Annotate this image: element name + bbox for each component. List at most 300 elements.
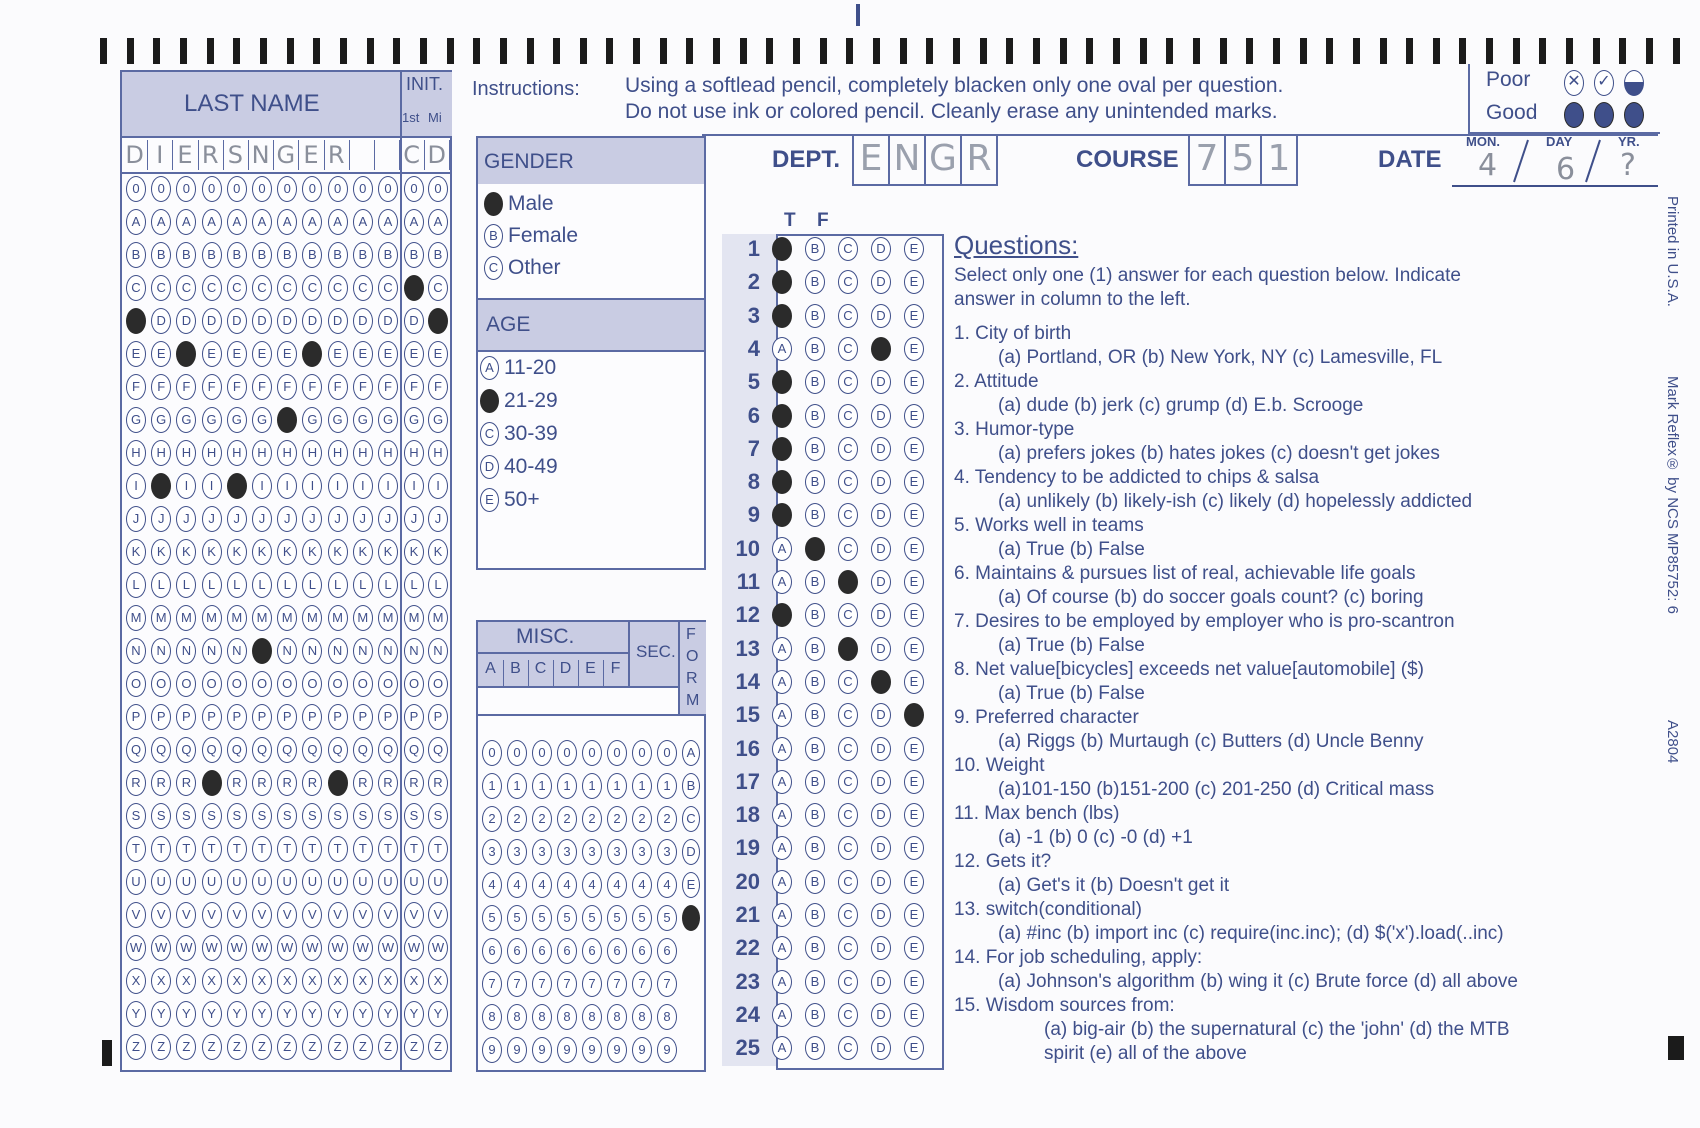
name-bubble-r[interactable]: R	[378, 770, 398, 796]
name-bubble-r[interactable]: R	[353, 770, 373, 796]
answer-bubble-d[interactable]: D	[871, 903, 891, 927]
misc-bubble-1[interactable]: 1	[632, 773, 652, 799]
misc-bubble-3[interactable]: 3	[582, 839, 602, 865]
answer-bubble-b[interactable]: B	[805, 304, 825, 328]
name-bubble-n[interactable]: N	[202, 638, 222, 664]
name-bubble-v[interactable]: V	[328, 902, 348, 928]
name-bubble-z[interactable]: Z	[428, 1034, 448, 1060]
name-bubble-e[interactable]	[176, 341, 196, 367]
name-bubble-z[interactable]: Z	[202, 1034, 222, 1060]
answer-bubble-a[interactable]: A	[772, 870, 792, 894]
misc-bubble-1[interactable]: 1	[657, 773, 677, 799]
name-bubble-n[interactable]: N	[428, 638, 448, 664]
name-bubble-i[interactable]: I	[252, 473, 272, 499]
name-bubble-p[interactable]: P	[176, 704, 196, 730]
name-bubble-m[interactable]: M	[328, 605, 348, 631]
misc-bubble-3[interactable]: 3	[607, 839, 627, 865]
name-bubble-u[interactable]: U	[227, 869, 247, 895]
name-bubble-k[interactable]: K	[353, 539, 373, 565]
name-bubble-k[interactable]: K	[302, 539, 322, 565]
name-bubble-e[interactable]: E	[428, 341, 448, 367]
answer-bubble-a[interactable]: A	[772, 970, 792, 994]
answer-bubble-c[interactable]: C	[838, 703, 858, 727]
name-bubble-f[interactable]: F	[353, 374, 373, 400]
misc-bubble-9[interactable]: 9	[532, 1037, 552, 1063]
misc-bubble-7[interactable]: 7	[532, 971, 552, 997]
answer-bubble-e[interactable]: E	[904, 404, 924, 428]
name-bubble-u[interactable]: U	[404, 869, 424, 895]
misc-bubble-5[interactable]: 5	[557, 905, 577, 931]
answer-bubble-a[interactable]	[772, 370, 792, 394]
name-bubble-j[interactable]: J	[404, 506, 424, 532]
answer-bubble-e[interactable]: E	[904, 603, 924, 627]
misc-bubble-2[interactable]: 2	[582, 806, 602, 832]
name-bubble-c[interactable]: C	[353, 275, 373, 301]
misc-bubble-7[interactable]: 7	[582, 971, 602, 997]
answer-bubble-e[interactable]: E	[904, 737, 924, 761]
name-bubble-0[interactable]: 0	[126, 176, 146, 202]
name-bubble-a[interactable]: A	[328, 209, 348, 235]
name-bubble-0[interactable]: 0	[328, 176, 348, 202]
answer-bubble-c[interactable]: C	[838, 304, 858, 328]
name-bubble-k[interactable]: K	[227, 539, 247, 565]
answer-bubble-c[interactable]: C	[838, 603, 858, 627]
name-bubble-s[interactable]: S	[202, 803, 222, 829]
name-bubble-a[interactable]: A	[428, 209, 448, 235]
name-bubble-t[interactable]: T	[378, 836, 398, 862]
name-bubble-m[interactable]: M	[227, 605, 247, 631]
name-bubble-y[interactable]: Y	[353, 1001, 373, 1027]
name-bubble-s[interactable]: S	[227, 803, 247, 829]
answer-bubble-c[interactable]: C	[838, 836, 858, 860]
name-bubble-u[interactable]: U	[126, 869, 146, 895]
misc-bubble-0[interactable]: 0	[607, 740, 627, 766]
name-bubble-v[interactable]: V	[252, 902, 272, 928]
name-bubble-g[interactable]: G	[176, 407, 196, 433]
name-bubble-r[interactable]: R	[428, 770, 448, 796]
answer-bubble-a[interactable]	[772, 404, 792, 428]
name-bubble-0[interactable]: 0	[353, 176, 373, 202]
name-bubble-y[interactable]: Y	[227, 1001, 247, 1027]
name-bubble-m[interactable]: M	[126, 605, 146, 631]
name-bubble-z[interactable]: Z	[328, 1034, 348, 1060]
answer-bubble-d[interactable]: D	[871, 470, 891, 494]
name-letter-box[interactable]: E	[172, 140, 198, 170]
name-bubble-n[interactable]: N	[126, 638, 146, 664]
name-bubble-g[interactable]: G	[126, 407, 146, 433]
name-bubble-v[interactable]: V	[202, 902, 222, 928]
name-bubble-e[interactable]: E	[277, 341, 297, 367]
name-bubble-u[interactable]: U	[302, 869, 322, 895]
name-bubble-b[interactable]: B	[378, 242, 398, 268]
name-bubble-d[interactable]	[428, 308, 448, 334]
name-bubble-p[interactable]: P	[353, 704, 373, 730]
name-bubble-m[interactable]: M	[277, 605, 297, 631]
answer-bubble-b[interactable]: B	[805, 237, 825, 261]
name-bubble-q[interactable]: Q	[151, 737, 171, 763]
answer-bubble-c[interactable]: C	[838, 770, 858, 794]
name-bubble-w[interactable]: W	[378, 935, 398, 961]
answer-bubble-d[interactable]: D	[871, 637, 891, 661]
name-bubble-b[interactable]: B	[404, 242, 424, 268]
name-bubble-e[interactable]: E	[404, 341, 424, 367]
name-bubble-d[interactable]: D	[202, 308, 222, 334]
answer-bubble-b[interactable]: B	[805, 270, 825, 294]
misc-bubble-5[interactable]: 5	[482, 905, 502, 931]
name-bubble-y[interactable]: Y	[302, 1001, 322, 1027]
age-bubble[interactable]: E	[480, 488, 499, 512]
name-bubble-w[interactable]: W	[404, 935, 424, 961]
answer-bubble-c[interactable]: C	[838, 737, 858, 761]
name-bubble-o[interactable]: O	[404, 671, 424, 697]
name-bubble-q[interactable]: Q	[176, 737, 196, 763]
misc-bubble-5[interactable]: 5	[607, 905, 627, 931]
name-bubble-l[interactable]: L	[227, 572, 247, 598]
answer-bubble-c[interactable]	[838, 637, 858, 661]
misc-bubble-8[interactable]: 8	[482, 1004, 502, 1030]
name-bubble-w[interactable]: W	[176, 935, 196, 961]
misc-bubble-1[interactable]: 1	[507, 773, 527, 799]
name-bubble-s[interactable]: S	[353, 803, 373, 829]
answer-bubble-d[interactable]	[871, 337, 891, 361]
name-bubble-c[interactable]: C	[126, 275, 146, 301]
misc-bubble-8[interactable]: 8	[532, 1004, 552, 1030]
name-bubble-k[interactable]: K	[126, 539, 146, 565]
answer-bubble-b[interactable]: B	[805, 603, 825, 627]
name-bubble-p[interactable]: P	[151, 704, 171, 730]
name-bubble-0[interactable]: 0	[378, 176, 398, 202]
name-bubble-q[interactable]: Q	[353, 737, 373, 763]
name-bubble-u[interactable]: U	[353, 869, 373, 895]
name-bubble-b[interactable]: B	[227, 242, 247, 268]
answer-bubble-e[interactable]: E	[904, 1036, 924, 1060]
misc-bubble-5[interactable]: 5	[632, 905, 652, 931]
name-bubble-j[interactable]: J	[202, 506, 222, 532]
answer-bubble-d[interactable]: D	[871, 703, 891, 727]
name-bubble-f[interactable]: F	[428, 374, 448, 400]
name-letter-box[interactable]: R	[198, 140, 224, 170]
name-letter-box[interactable]	[374, 140, 400, 170]
misc-bubble-2[interactable]: 2	[557, 806, 577, 832]
name-bubble-h[interactable]: H	[302, 440, 322, 466]
answer-bubble-e[interactable]: E	[904, 770, 924, 794]
name-bubble-i[interactable]: I	[404, 473, 424, 499]
name-bubble-b[interactable]: B	[353, 242, 373, 268]
name-bubble-r[interactable]	[202, 770, 222, 796]
form-bubble[interactable]	[682, 905, 700, 931]
name-bubble-c[interactable]: C	[151, 275, 171, 301]
name-bubble-p[interactable]: P	[252, 704, 272, 730]
name-bubble-p[interactable]: P	[302, 704, 322, 730]
answer-bubble-a[interactable]	[772, 304, 792, 328]
answer-bubble-d[interactable]: D	[871, 603, 891, 627]
name-bubble-k[interactable]: K	[378, 539, 398, 565]
answer-bubble-a[interactable]	[772, 603, 792, 627]
gender-option-male[interactable]	[484, 192, 554, 216]
answer-bubble-b[interactable]	[805, 537, 825, 561]
misc-bubble-9[interactable]: 9	[482, 1037, 502, 1063]
name-bubble-a[interactable]: A	[151, 209, 171, 235]
answer-bubble-a[interactable]: A	[772, 770, 792, 794]
misc-bubble-3[interactable]: 3	[557, 839, 577, 865]
name-bubble-j[interactable]: J	[176, 506, 196, 532]
name-bubble-x[interactable]: X	[353, 968, 373, 994]
name-letter-box[interactable]: D	[424, 140, 450, 170]
answer-bubble-b[interactable]: B	[805, 404, 825, 428]
name-bubble-v[interactable]: V	[353, 902, 373, 928]
name-bubble-p[interactable]: P	[404, 704, 424, 730]
name-bubble-e[interactable]: E	[126, 341, 146, 367]
answer-bubble-e[interactable]: E	[904, 670, 924, 694]
name-bubble-g[interactable]: G	[328, 407, 348, 433]
name-bubble-t[interactable]: T	[126, 836, 146, 862]
name-letter-box[interactable]: G	[273, 140, 299, 170]
name-bubble-p[interactable]: P	[378, 704, 398, 730]
misc-bubble-8[interactable]: 8	[557, 1004, 577, 1030]
name-bubble-d[interactable]: D	[328, 308, 348, 334]
misc-bubble-7[interactable]: 7	[482, 971, 502, 997]
misc-bubble-2[interactable]: 2	[632, 806, 652, 832]
name-bubble-n[interactable]: N	[353, 638, 373, 664]
name-bubble-s[interactable]: S	[126, 803, 146, 829]
name-bubble-x[interactable]: X	[277, 968, 297, 994]
name-bubble-l[interactable]: L	[328, 572, 348, 598]
answer-bubble-b[interactable]: B	[805, 337, 825, 361]
name-bubble-e[interactable]: E	[202, 341, 222, 367]
name-bubble-a[interactable]: A	[126, 209, 146, 235]
name-bubble-k[interactable]: K	[202, 539, 222, 565]
misc-bubble-3[interactable]: 3	[507, 839, 527, 865]
name-bubble-g[interactable]: G	[428, 407, 448, 433]
name-bubble-g[interactable]: G	[151, 407, 171, 433]
misc-bubble-1[interactable]: 1	[482, 773, 502, 799]
name-bubble-n[interactable]: N	[404, 638, 424, 664]
name-bubble-r[interactable]: R	[277, 770, 297, 796]
name-bubble-h[interactable]: H	[353, 440, 373, 466]
answer-bubble-c[interactable]: C	[838, 370, 858, 394]
name-bubble-d[interactable]: D	[404, 308, 424, 334]
name-bubble-t[interactable]: T	[302, 836, 322, 862]
answer-bubble-b[interactable]: B	[805, 703, 825, 727]
misc-bubble-5[interactable]: 5	[657, 905, 677, 931]
name-bubble-t[interactable]: T	[151, 836, 171, 862]
course-box[interactable]: 7	[1190, 136, 1226, 184]
answer-bubble-c[interactable]: C	[838, 803, 858, 827]
answer-bubble-c[interactable]: C	[838, 503, 858, 527]
name-bubble-v[interactable]: V	[176, 902, 196, 928]
answer-bubble-b[interactable]: B	[805, 737, 825, 761]
name-bubble-d[interactable]: D	[378, 308, 398, 334]
answer-bubble-a[interactable]: A	[772, 537, 792, 561]
answer-bubble-a[interactable]	[772, 503, 792, 527]
dept-box[interactable]: R	[966, 138, 992, 179]
name-bubble-k[interactable]: K	[404, 539, 424, 565]
name-bubble-w[interactable]: W	[202, 935, 222, 961]
name-bubble-s[interactable]: S	[428, 803, 448, 829]
name-bubble-j[interactable]: J	[252, 506, 272, 532]
name-bubble-p[interactable]: P	[328, 704, 348, 730]
name-bubble-i[interactable]: I	[302, 473, 322, 499]
gender-bubble[interactable]	[484, 192, 503, 216]
name-bubble-c[interactable]: C	[328, 275, 348, 301]
name-bubble-h[interactable]: H	[404, 440, 424, 466]
answer-bubble-d[interactable]: D	[871, 503, 891, 527]
name-bubble-q[interactable]: Q	[302, 737, 322, 763]
name-bubble-g[interactable]: G	[353, 407, 373, 433]
name-bubble-t[interactable]: T	[404, 836, 424, 862]
answer-bubble-a[interactable]: A	[772, 337, 792, 361]
name-bubble-h[interactable]: H	[227, 440, 247, 466]
name-bubble-s[interactable]: S	[277, 803, 297, 829]
name-bubble-i[interactable]: I	[378, 473, 398, 499]
answer-bubble-c[interactable]: C	[838, 870, 858, 894]
answer-bubble-e[interactable]: E	[904, 503, 924, 527]
name-bubble-p[interactable]: P	[277, 704, 297, 730]
name-bubble-h[interactable]: H	[151, 440, 171, 466]
name-bubble-b[interactable]: B	[151, 242, 171, 268]
answer-bubble-a[interactable]: A	[772, 703, 792, 727]
name-bubble-m[interactable]: M	[151, 605, 171, 631]
name-bubble-w[interactable]: W	[302, 935, 322, 961]
name-bubble-x[interactable]: X	[428, 968, 448, 994]
name-bubble-0[interactable]: 0	[202, 176, 222, 202]
name-bubble-c[interactable]: C	[252, 275, 272, 301]
age-option-40-49[interactable]	[480, 455, 558, 479]
name-letter-box[interactable]: C	[399, 140, 425, 170]
name-bubble-g[interactable]: G	[302, 407, 322, 433]
name-bubble-w[interactable]: W	[277, 935, 297, 961]
answer-bubble-e[interactable]: E	[904, 304, 924, 328]
name-bubble-s[interactable]: S	[176, 803, 196, 829]
name-bubble-l[interactable]: L	[428, 572, 448, 598]
answer-bubble-d[interactable]: D	[871, 270, 891, 294]
name-bubble-g[interactable]: G	[252, 407, 272, 433]
name-bubble-m[interactable]: M	[428, 605, 448, 631]
name-bubble-e[interactable]: E	[151, 341, 171, 367]
answer-bubble-b[interactable]: B	[805, 503, 825, 527]
misc-bubble-9[interactable]: 9	[557, 1037, 577, 1063]
name-letter-box[interactable]: N	[248, 140, 274, 170]
answer-bubble-d[interactable]: D	[871, 237, 891, 261]
name-bubble-x[interactable]: X	[227, 968, 247, 994]
name-bubble-l[interactable]: L	[404, 572, 424, 598]
name-bubble-l[interactable]: L	[151, 572, 171, 598]
name-bubble-r[interactable]: R	[252, 770, 272, 796]
name-bubble-q[interactable]: Q	[328, 737, 348, 763]
name-bubble-x[interactable]: X	[252, 968, 272, 994]
name-bubble-d[interactable]: D	[353, 308, 373, 334]
answer-bubble-d[interactable]: D	[871, 437, 891, 461]
answer-bubble-c[interactable]: C	[838, 537, 858, 561]
misc-bubble-3[interactable]: 3	[632, 839, 652, 865]
misc-bubble-9[interactable]: 9	[607, 1037, 627, 1063]
misc-bubble-7[interactable]: 7	[557, 971, 577, 997]
name-bubble-r[interactable]: R	[302, 770, 322, 796]
course-field[interactable]	[1188, 134, 1298, 186]
name-bubble-y[interactable]: Y	[277, 1001, 297, 1027]
name-bubble-i[interactable]: I	[176, 473, 196, 499]
name-bubble-a[interactable]: A	[277, 209, 297, 235]
name-bubble-z[interactable]: Z	[126, 1034, 146, 1060]
name-bubble-q[interactable]: Q	[202, 737, 222, 763]
name-bubble-p[interactable]: P	[202, 704, 222, 730]
name-bubble-l[interactable]: L	[302, 572, 322, 598]
course-box[interactable]: 1	[1267, 138, 1291, 179]
answer-bubble-a[interactable]: A	[772, 570, 792, 594]
answer-bubble-a[interactable]: A	[772, 670, 792, 694]
misc-bubble-0[interactable]: 0	[557, 740, 577, 766]
name-bubble-w[interactable]: W	[227, 935, 247, 961]
name-bubble-0[interactable]: 0	[252, 176, 272, 202]
misc-bubble-4[interactable]: 4	[657, 872, 677, 898]
answer-bubble-e[interactable]: E	[904, 570, 924, 594]
misc-bubble-8[interactable]: 8	[582, 1004, 602, 1030]
name-bubble-j[interactable]: J	[126, 506, 146, 532]
name-bubble-h[interactable]: H	[126, 440, 146, 466]
misc-bubble-6[interactable]: 6	[657, 938, 677, 964]
name-bubble-o[interactable]: O	[176, 671, 196, 697]
name-bubble-l[interactable]: L	[126, 572, 146, 598]
name-bubble-c[interactable]: C	[202, 275, 222, 301]
name-bubble-o[interactable]: O	[428, 671, 448, 697]
name-bubble-c[interactable]	[404, 275, 424, 301]
misc-bubble-0[interactable]: 0	[632, 740, 652, 766]
name-bubble-c[interactable]: C	[378, 275, 398, 301]
name-bubble-i[interactable]: I	[328, 473, 348, 499]
name-bubble-t[interactable]: T	[252, 836, 272, 862]
answer-bubble-d[interactable]: D	[871, 770, 891, 794]
name-bubble-e[interactable]: E	[252, 341, 272, 367]
name-bubble-z[interactable]: Z	[277, 1034, 297, 1060]
name-bubble-u[interactable]: U	[176, 869, 196, 895]
name-bubble-f[interactable]: F	[202, 374, 222, 400]
gender-option-other[interactable]	[484, 256, 561, 280]
answer-bubble-b[interactable]: B	[805, 1003, 825, 1027]
name-bubble-c[interactable]: C	[277, 275, 297, 301]
name-bubble-s[interactable]: S	[404, 803, 424, 829]
name-bubble-o[interactable]: O	[126, 671, 146, 697]
answer-bubble-d[interactable]: D	[871, 803, 891, 827]
answer-bubble-d[interactable]: D	[871, 836, 891, 860]
name-bubble-x[interactable]: X	[302, 968, 322, 994]
name-bubble-t[interactable]: T	[328, 836, 348, 862]
misc-bubble-0[interactable]: 0	[657, 740, 677, 766]
name-bubble-m[interactable]: M	[302, 605, 322, 631]
name-bubble-a[interactable]: A	[404, 209, 424, 235]
name-bubble-o[interactable]: O	[252, 671, 272, 697]
name-bubble-0[interactable]: 0	[227, 176, 247, 202]
name-bubble-x[interactable]: X	[202, 968, 222, 994]
answer-bubble-b[interactable]: B	[805, 870, 825, 894]
name-letter-box[interactable]: S	[223, 140, 249, 170]
misc-bubble-3[interactable]: 3	[657, 839, 677, 865]
name-bubble-d[interactable]: D	[176, 308, 196, 334]
answer-bubble-c[interactable]: C	[838, 936, 858, 960]
misc-bubble-7[interactable]: 7	[632, 971, 652, 997]
answer-bubble-e[interactable]: E	[904, 337, 924, 361]
name-bubble-z[interactable]: Z	[353, 1034, 373, 1060]
name-bubble-f[interactable]: F	[151, 374, 171, 400]
name-bubble-y[interactable]: Y	[126, 1001, 146, 1027]
answer-bubble-d[interactable]: D	[871, 870, 891, 894]
name-bubble-t[interactable]: T	[353, 836, 373, 862]
name-bubble-u[interactable]: U	[151, 869, 171, 895]
name-bubble-e[interactable]: E	[328, 341, 348, 367]
answer-bubble-d[interactable]: D	[871, 370, 891, 394]
name-bubble-o[interactable]: O	[277, 671, 297, 697]
name-bubble-x[interactable]: X	[328, 968, 348, 994]
name-bubble-i[interactable]: I	[202, 473, 222, 499]
